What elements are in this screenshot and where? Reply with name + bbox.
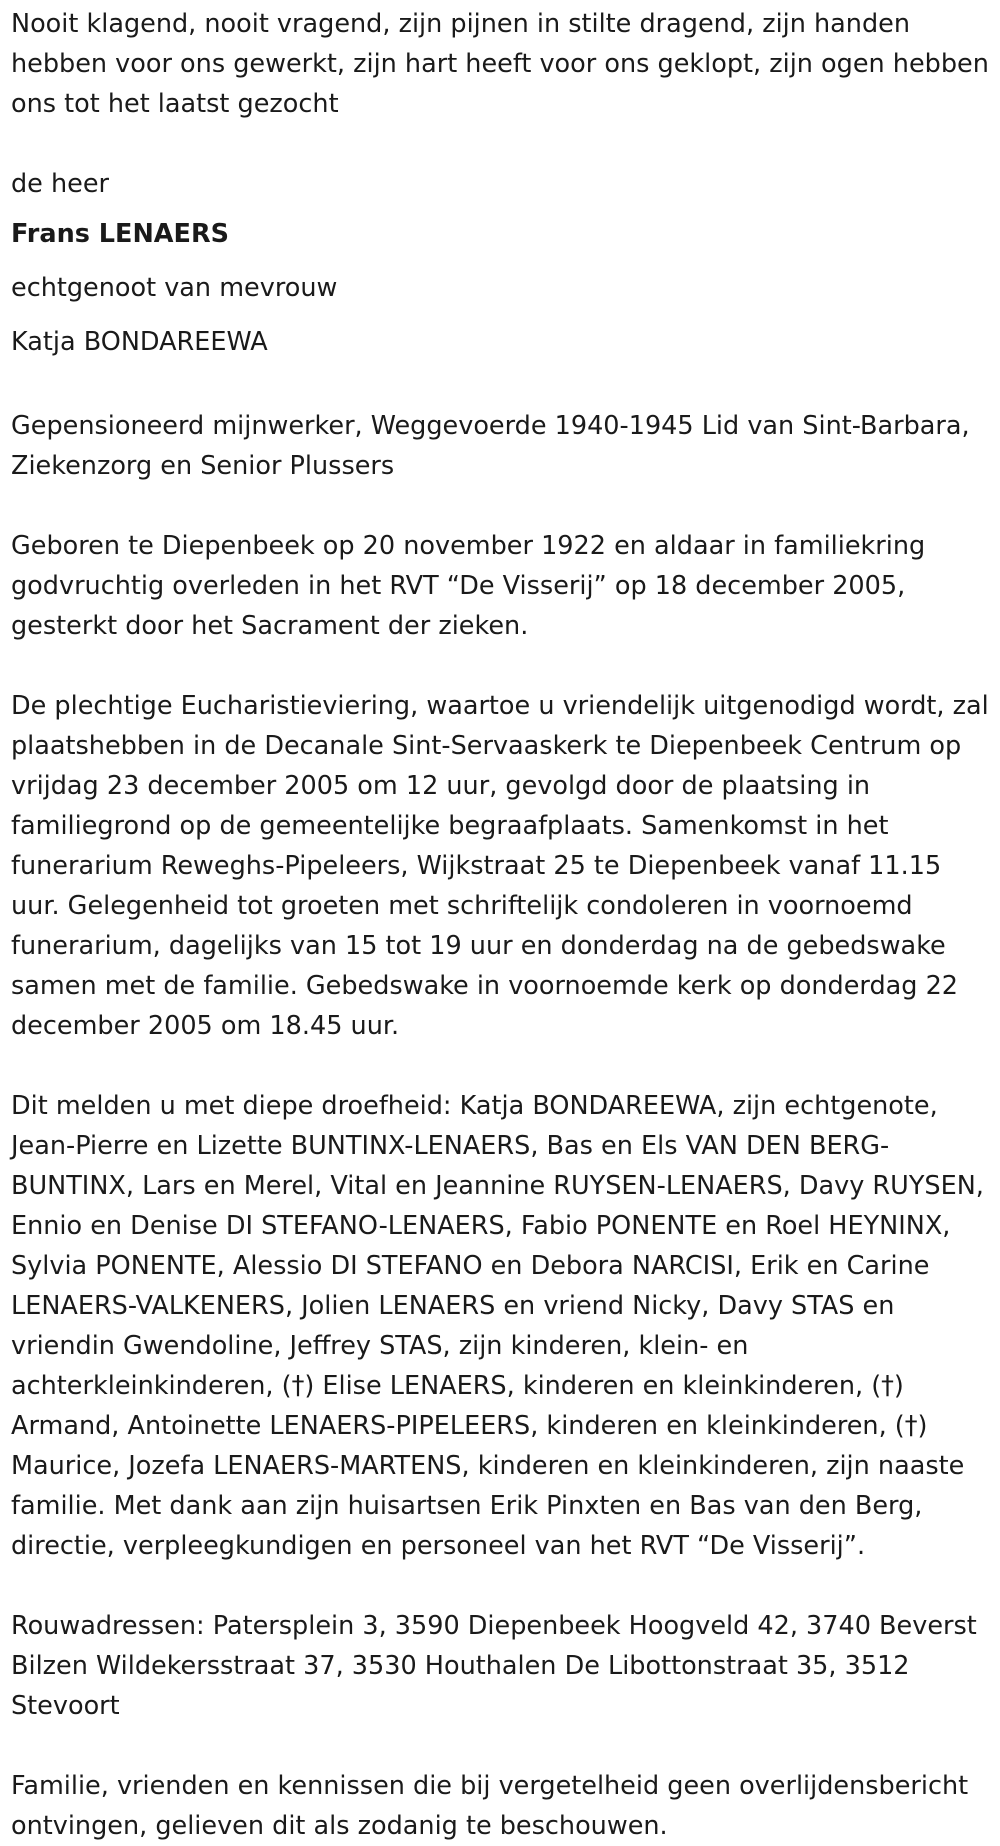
spouse-name: Katja BONDAREEWA xyxy=(11,327,268,357)
spouse-label: echtgenoot van mevrouw xyxy=(11,273,338,303)
intro-verse: Nooit klagend, nooit vragend, zijn pijnen in stilte dragend, zijn handen hebben voor ons gewerkt, zijn hart heeft voor ons geklopt, zijn ogen hebben ons tot het laatst gezocht xyxy=(11,9,989,119)
spacer xyxy=(11,486,990,526)
ceremony-paragraph: De plechtige Eucharistieviering, waartoe u vriendelijk uitgenodigd wordt, zal plaatshebben in de Decanale Sint-Servaaskerk te Diepenbeek Centrum op vrijdag 23 december 2005 om 12 uur, gevolgd door de plaatsing in familiegrond op de gemeentelijke begraafplaats. Samenkomst in het funerarium Reweghs-Pipeleers, Wijkstraat 25 te Diepenbeek vanaf 11.15 uur. Gelegenheid tot groeten met schriftelijk condoleren in voornoemd funerarium, dagelijks van 15 tot 19 uur en donderdag na de gebedswake samen met de familie. Gebedswake in voornoemde kerk op donderdag 22 december 2005 om 18.45 uur. xyxy=(11,691,989,1041)
biography-paragraph: Gepensioneerd mijnwerker, Weggevoerde 1940-1945 Lid van Sint-Barbara, Ziekenzorg en Senior Plussers xyxy=(11,411,970,481)
deceased-name: Frans LENAERS xyxy=(11,219,229,249)
spacer xyxy=(11,1726,990,1766)
spacer xyxy=(11,1566,990,1606)
spacer xyxy=(11,366,990,406)
addresses-paragraph: Rouwadressen: Patersplein 3, 3590 Diepenbeek Hoogveld 42, 3740 Beverst Bilzen Wildekersstraat 37, 3530 Houthalen De Libottonstraat 35, 3512 Stevoort xyxy=(11,1611,977,1721)
salutation: de heer xyxy=(11,169,110,199)
family-paragraph: Dit melden u met diepe droefheid: Katja BONDAREEWA, zijn echtgenote, Jean-Pierre en Lizette BUNTINX-LENAERS, Bas en Els VAN DEN BERG-BUNTINX, Lars en Merel, Vital en Jeannine RUYSEN-LENAERS, Davy RUYSEN, Ennio en Denise DI STEFANO-LENAERS, Fabio PONENTE en Roel HEYNINX, Sylvia PONENTE, Alessio DI STEFANO en Debora NARCISI, Erik en Carine LENAERS-VALKENERS, Jolien LENAERS en vriend Nicky, Davy STAS en vriendin Gwendoline, Jeffrey STAS, zijn kinderen, klein- en achterkleinkinderen, (†) Elise LENAERS, kinderen en kleinkinderen, (†) Armand, Antoinette LENAERS-PIPELEERS, kinderen en kleinkinderen, (†) Maurice, Jozefa LENAERS-MARTENS, kinderen en kleinkinderen, zijn naaste familie. Met dank aan zijn huisartsen Erik Pinxten en Bas van den Berg, directie, verpleegkundigen en personeel van het RVT “De Visserij”. xyxy=(11,1091,984,1561)
closing-paragraph: Familie, vrienden en kennissen die bij vergetelheid geen overlijdensbericht ontvingen, gelieven dit als zodanig te beschouwen. xyxy=(11,1771,969,1841)
spacer xyxy=(11,646,990,686)
spacer xyxy=(11,124,990,164)
spacer xyxy=(11,1046,990,1086)
birth-death-paragraph: Geboren te Diepenbeek op 20 november 1922 en aldaar in familiekring godvruchtig overleden in het RVT “De Visserij” op 18 december 2005, gesterkt door het Sacrament der zieken. xyxy=(11,531,926,641)
